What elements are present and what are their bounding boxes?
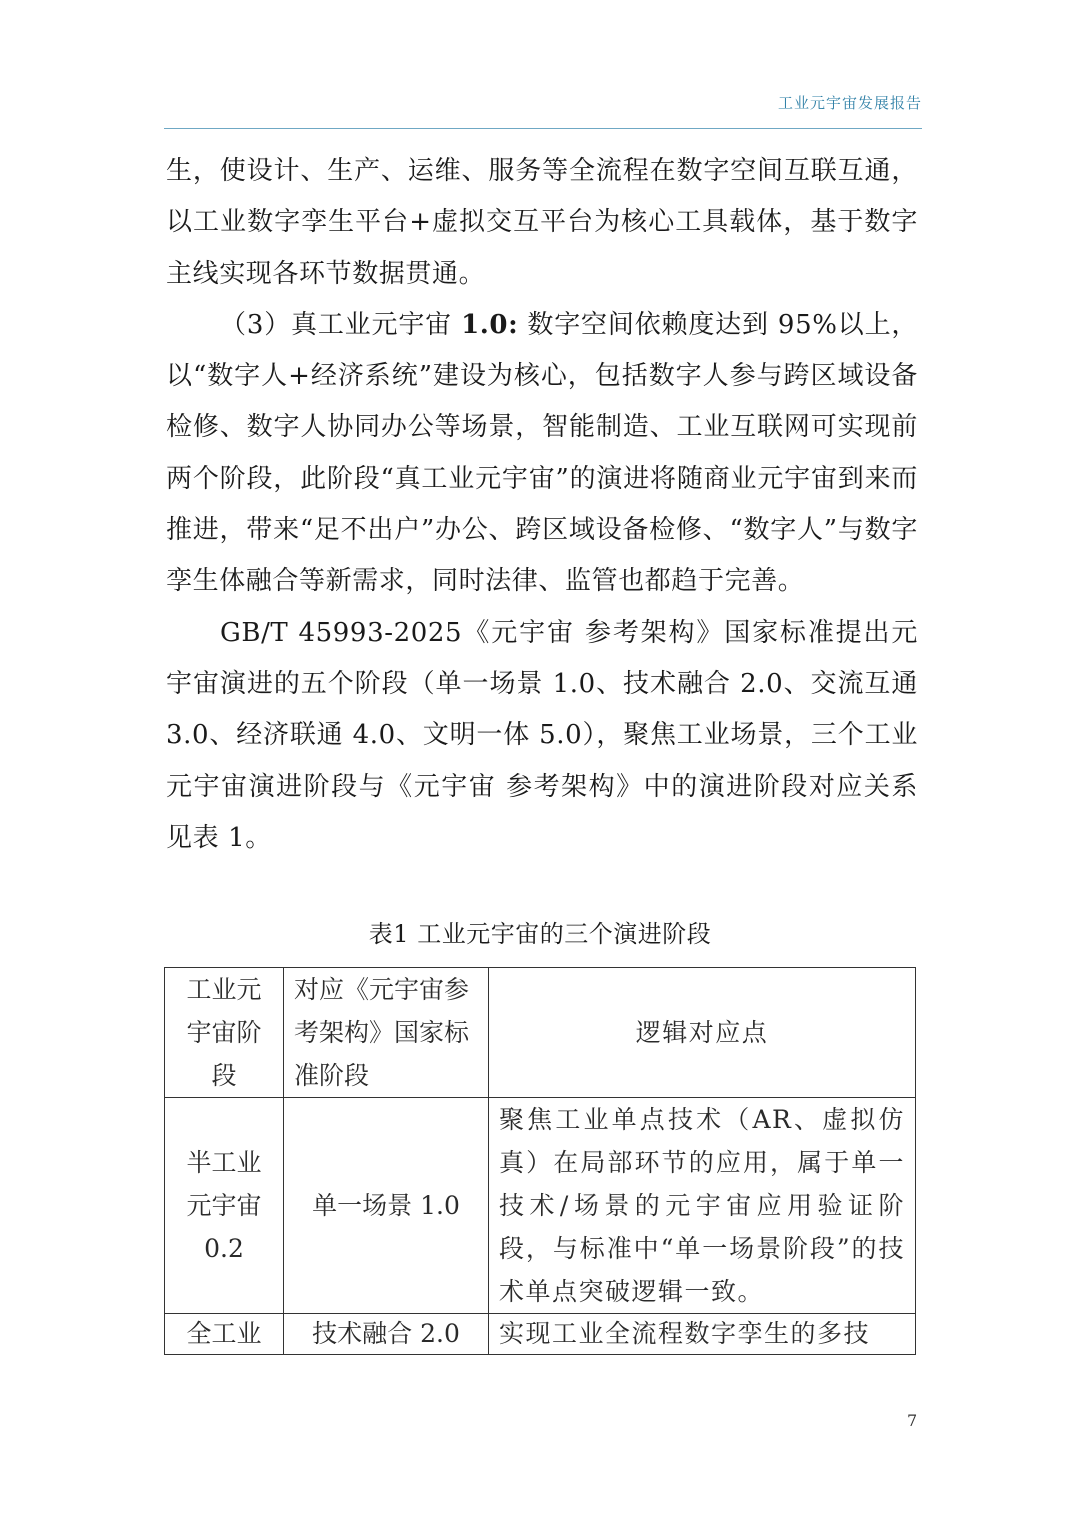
paragraph-continuation: 生，使设计、生产、运维、服务等全流程在数字空间互联互通，以工业数字孪生平台+虚拟交互平台为核心工具载体，基于数字主线实现各环节数据贯通。	[166, 156, 918, 289]
stages-table	[164, 967, 916, 1355]
cell-standard: 单一场景 1.0	[284, 1098, 489, 1314]
cell-stage: 全工业	[165, 1314, 284, 1355]
running-header-title: 工业元宇宙发展报告	[777, 94, 922, 112]
table-header-row	[165, 968, 916, 1098]
cell-logic: 聚焦工业单点技术（AR、虚拟仿真）在局部环节的应用，属于单一技术/场景的元宇宙应用验证阶段，与标准中“单一场景阶段”的技术单点突破逻辑一致。	[489, 1098, 916, 1314]
header-cell-stage: 工业元宇宙阶段	[165, 968, 284, 1098]
table-row	[165, 1098, 916, 1314]
paragraph-prefix: （3）真工业元宇宙	[220, 309, 462, 340]
body-text	[166, 146, 918, 864]
header-cell-logic: 逻辑对应点	[489, 968, 916, 1098]
paragraph-true-industrial-metaverse	[166, 300, 918, 608]
paragraph-standard-reference: GB/T 45993-2025《元宇宙 参考架构》国家标准提出元宇宙演进的五个阶段（单一场景 1.0、技术融合 2.0、交流互通 3.0、经济联通 4.0、文明一体 5.0），聚焦工业场景，三个工业元宇宙演进阶段与《元宇宙 参考架构》中的演进阶段对应关系见表 1。	[166, 617, 918, 853]
cell-logic: 实现工业全流程数字孪生的多技	[489, 1314, 916, 1355]
paragraph-body: 数字空间依赖度达到 95%以上，以“数字人+经济系统”建设为核心，包括数字人参与跨区域设备检修、数字人协同办公等场景，智能制造、工业互联网可实现前两个阶段，此阶段“真工业元宇宙”的演进将随商业元宇宙到来而推进，带来“足不出户”办公、跨区域设备检修、“数字人”与数字孪生体融合等新需求，同时法律、监管也都趋于完善。	[166, 309, 918, 597]
cell-stage: 半工业元宇宙 0.2	[165, 1098, 284, 1314]
page-number: 7	[907, 1411, 918, 1430]
table-caption: 表1 工业元宇宙的三个演进阶段	[368, 920, 712, 948]
header-divider	[164, 128, 922, 129]
table-row	[165, 1314, 916, 1355]
paragraph-version-bold: 1.0:	[461, 309, 519, 340]
header-cell-standard: 对应《元宇宙参考架构》国家标准阶段	[284, 968, 489, 1098]
cell-standard: 技术融合 2.0	[284, 1314, 489, 1355]
